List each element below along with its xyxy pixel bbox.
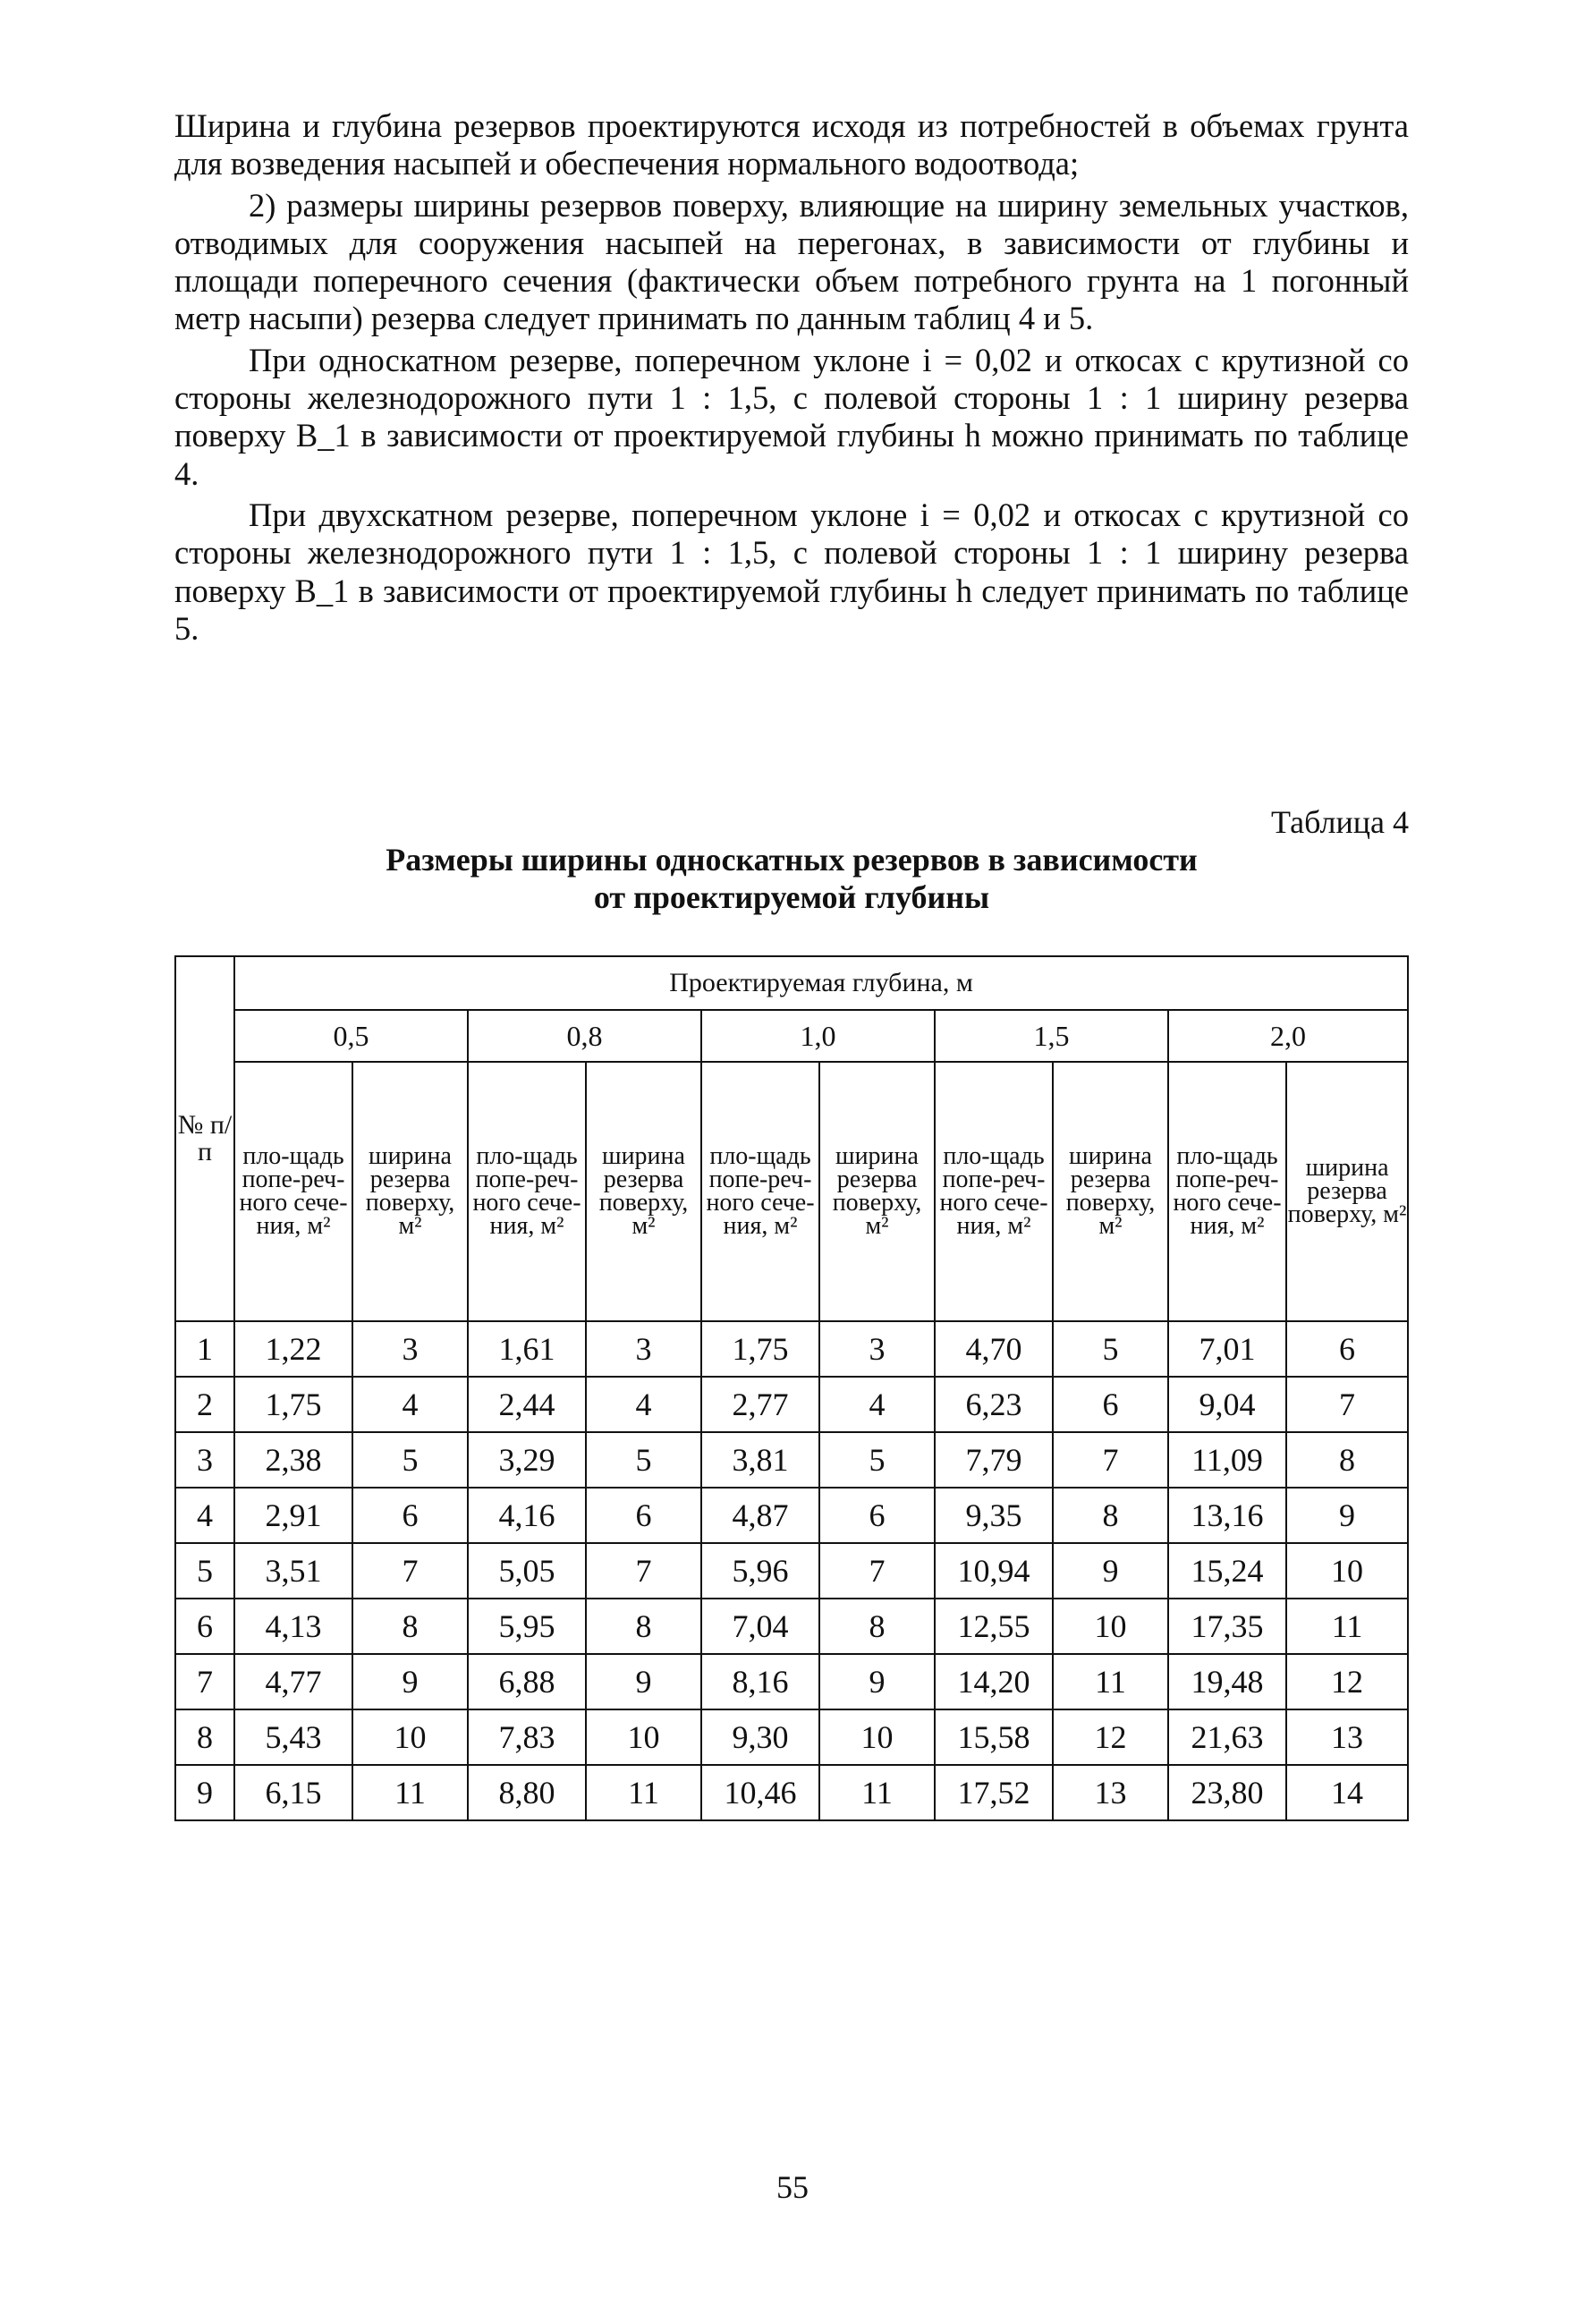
paragraph-2: 2) размеры ширины резервов поверху, влияющие на ширину земельных участков, отводимых для сооружения насыпей на перегонах, в зависимости от глубины и площади поперечного сечения (фактически объем потребного грунта на 1 погонный метр насыпи) резерва следует принимать по данным таблиц 4 и 5. [174,186,1409,337]
header-depth-title: Проектируемая глубина, м [234,956,1408,1010]
table-cell: 2,91 [234,1488,352,1543]
table-title-line-2: от проектируемой глубины [593,879,990,915]
table-cell: 9 [352,1654,468,1709]
table-cell: 4,77 [234,1654,352,1709]
header-row-depths [175,1010,1408,1062]
table-cell: 10 [1053,1599,1168,1654]
table-cell: 6 [586,1488,701,1543]
table-cell: 13 [1053,1765,1168,1820]
table-row [175,1321,1408,1377]
table-cell: 5 [819,1432,935,1488]
table-cell: 21,63 [1168,1709,1286,1765]
table-cell: 10 [352,1709,468,1765]
table-cell: 3 [819,1321,935,1377]
header-width: ширина резерва поверху, м² [1053,1062,1168,1321]
table-cell: 6 [819,1488,935,1543]
header-depth-value: 2,0 [1168,1010,1408,1062]
table-row [175,1709,1408,1765]
table-row [175,1377,1408,1432]
table-cell: 4 [352,1377,468,1432]
header-depth-value: 1,5 [935,1010,1168,1062]
header-area: пло-щадь попе-реч-ного сече-ния, м² [701,1062,819,1321]
table-cell: 7,01 [1168,1321,1286,1377]
table-cell: 4,13 [234,1599,352,1654]
table-cell: 9 [1053,1543,1168,1599]
table-cell: 17,35 [1168,1599,1286,1654]
row-number-cell: 1 [175,1321,234,1377]
table-cell: 3 [352,1321,468,1377]
row-number-cell: 4 [175,1488,234,1543]
table-cell: 7 [819,1543,935,1599]
row-number-cell: 2 [175,1377,234,1432]
header-area: пло-щадь попе-реч-ного сече-ния, м² [468,1062,586,1321]
data-table [174,955,1409,1821]
header-width: ширина резерва поверху, м² [352,1062,468,1321]
table-cell: 10 [1286,1543,1408,1599]
table-cell: 11,09 [1168,1432,1286,1488]
table-cell: 1,61 [468,1321,586,1377]
table-row [175,1765,1408,1820]
table-cell: 6 [352,1488,468,1543]
table-cell: 12 [1286,1654,1408,1709]
page-number: 55 [776,2169,809,2205]
table-cell: 6,15 [234,1765,352,1820]
table-cell: 1,75 [234,1377,352,1432]
table-cell: 5 [586,1432,701,1488]
table-cell: 10,46 [701,1765,819,1820]
table-cell: 7,04 [701,1599,819,1654]
table-cell: 9,04 [1168,1377,1286,1432]
table-cell: 6,88 [468,1654,586,1709]
table-cell: 5 [352,1432,468,1488]
table-cell: 9,35 [935,1488,1053,1543]
table-cell: 9 [1286,1488,1408,1543]
table-cell: 9 [819,1654,935,1709]
table-cell: 7 [352,1543,468,1599]
table-row [175,1543,1408,1599]
row-number-cell: 9 [175,1765,234,1820]
paragraph-4: При двухскатном резерве, поперечном уклоне i = 0,02 и откосах с крутизной со стороны железнодорожного пути 1 : 1,5, с полевой стороны 1 : 1 ширину резерва поверху B_1 в зависимости от проектируемой глубины h следует принимать по таблице 5. [174,496,1409,647]
table-cell: 9 [586,1654,701,1709]
header-width: ширина резерва поверху, м² [586,1062,701,1321]
row-number-cell: 5 [175,1543,234,1599]
header-depth-value: 1,0 [701,1010,935,1062]
table-cell: 5,05 [468,1543,586,1599]
table-cell: 10,94 [935,1543,1053,1599]
table-cell: 23,80 [1168,1765,1286,1820]
table-header [175,956,1408,1321]
table-cell: 7,79 [935,1432,1053,1488]
table-cell: 1,75 [701,1321,819,1377]
table-cell: 7 [1286,1377,1408,1432]
header-depth-value: 0,8 [468,1010,701,1062]
table-cell: 8 [819,1599,935,1654]
header-area: пло-щадь попе-реч-ного сече-ния, м² [1168,1062,1286,1321]
header-area: пло-щадь попе-реч-ного сече-ния, м² [935,1062,1053,1321]
table-cell: 2,38 [234,1432,352,1488]
table-row [175,1488,1408,1543]
table-cell: 4 [586,1377,701,1432]
paragraph-1: Ширина и глубина резервов проектируются исходя из потребностей в объемах грунта для возведения насыпей и обеспечения нормального водоотвода; [174,107,1409,182]
table-cell: 7,83 [468,1709,586,1765]
table-cell: 3,51 [234,1543,352,1599]
table-cell: 6 [1286,1321,1408,1377]
header-row-subcolumns [175,1062,1408,1321]
table-cell: 8 [352,1599,468,1654]
header-width: ширина резерва поверху, м² [819,1062,935,1321]
table-cell: 9,30 [701,1709,819,1765]
header-row-depth-title [175,956,1408,1010]
table-label: Таблица 4 [1271,804,1409,840]
table-cell: 3,29 [468,1432,586,1488]
row-number-cell: 6 [175,1599,234,1654]
table-cell: 8 [1286,1432,1408,1488]
table-cell: 5,95 [468,1599,586,1654]
table-cell: 8 [1053,1488,1168,1543]
table-cell: 5,43 [234,1709,352,1765]
table-cell: 11 [352,1765,468,1820]
table-cell: 8,16 [701,1654,819,1709]
table-cell: 17,52 [935,1765,1053,1820]
table-cell: 4 [819,1377,935,1432]
table-cell: 4,70 [935,1321,1053,1377]
table-cell: 12 [1053,1709,1168,1765]
table-title [174,841,1409,916]
table-cell: 13,16 [1168,1488,1286,1543]
table-cell: 4,16 [468,1488,586,1543]
table-cell: 8 [586,1599,701,1654]
row-number-cell: 3 [175,1432,234,1488]
row-number-cell: 7 [175,1654,234,1709]
table-cell: 14,20 [935,1654,1053,1709]
table-cell: 2,77 [701,1377,819,1432]
table-cell: 7 [586,1543,701,1599]
table-cell: 10 [819,1709,935,1765]
table-cell: 5 [1053,1321,1168,1377]
header-area: пло-щадь попе-реч-ного сече-ния, м² [234,1062,352,1321]
table-cell: 15,58 [935,1709,1053,1765]
table-cell: 12,55 [935,1599,1053,1654]
table-cell: 5,96 [701,1543,819,1599]
table-cell: 3 [586,1321,701,1377]
table-row [175,1654,1408,1709]
table-cell: 14 [1286,1765,1408,1820]
row-number-cell: 8 [175,1709,234,1765]
table-cell: 4,87 [701,1488,819,1543]
table-cell: 6,23 [935,1377,1053,1432]
table-cell: 11 [1286,1599,1408,1654]
paragraph-3: При односкатном резерве, поперечном уклоне i = 0,02 и откосах с крутизной со стороны железнодорожного пути 1 : 1,5, с полевой стороны 1 : 1 ширину резерва поверху B_1 в зависимости от проектируемой глубины h можно принимать по таблице 4. [174,341,1409,492]
table-cell: 7 [1053,1432,1168,1488]
table-cell: 8,80 [468,1765,586,1820]
table-cell: 2,44 [468,1377,586,1432]
body-text [174,107,1409,651]
table-body [175,1321,1408,1820]
table-cell: 11 [819,1765,935,1820]
table-cell: 15,24 [1168,1543,1286,1599]
table-cell: 13 [1286,1709,1408,1765]
table-cell: 10 [586,1709,701,1765]
table-title-line-1: Размеры ширины односкатных резервов в зависимости [386,842,1198,878]
header-depth-value: 0,5 [234,1010,468,1062]
header-width: ширина резерва поверху, м² [1286,1062,1408,1321]
table-cell: 19,48 [1168,1654,1286,1709]
table-row [175,1599,1408,1654]
header-row-number: № п/п [175,956,234,1321]
table-row [175,1432,1408,1488]
table-cell: 11 [1053,1654,1168,1709]
table-cell: 11 [586,1765,701,1820]
table-cell: 1,22 [234,1321,352,1377]
table-cell: 6 [1053,1377,1168,1432]
table-cell: 3,81 [701,1432,819,1488]
